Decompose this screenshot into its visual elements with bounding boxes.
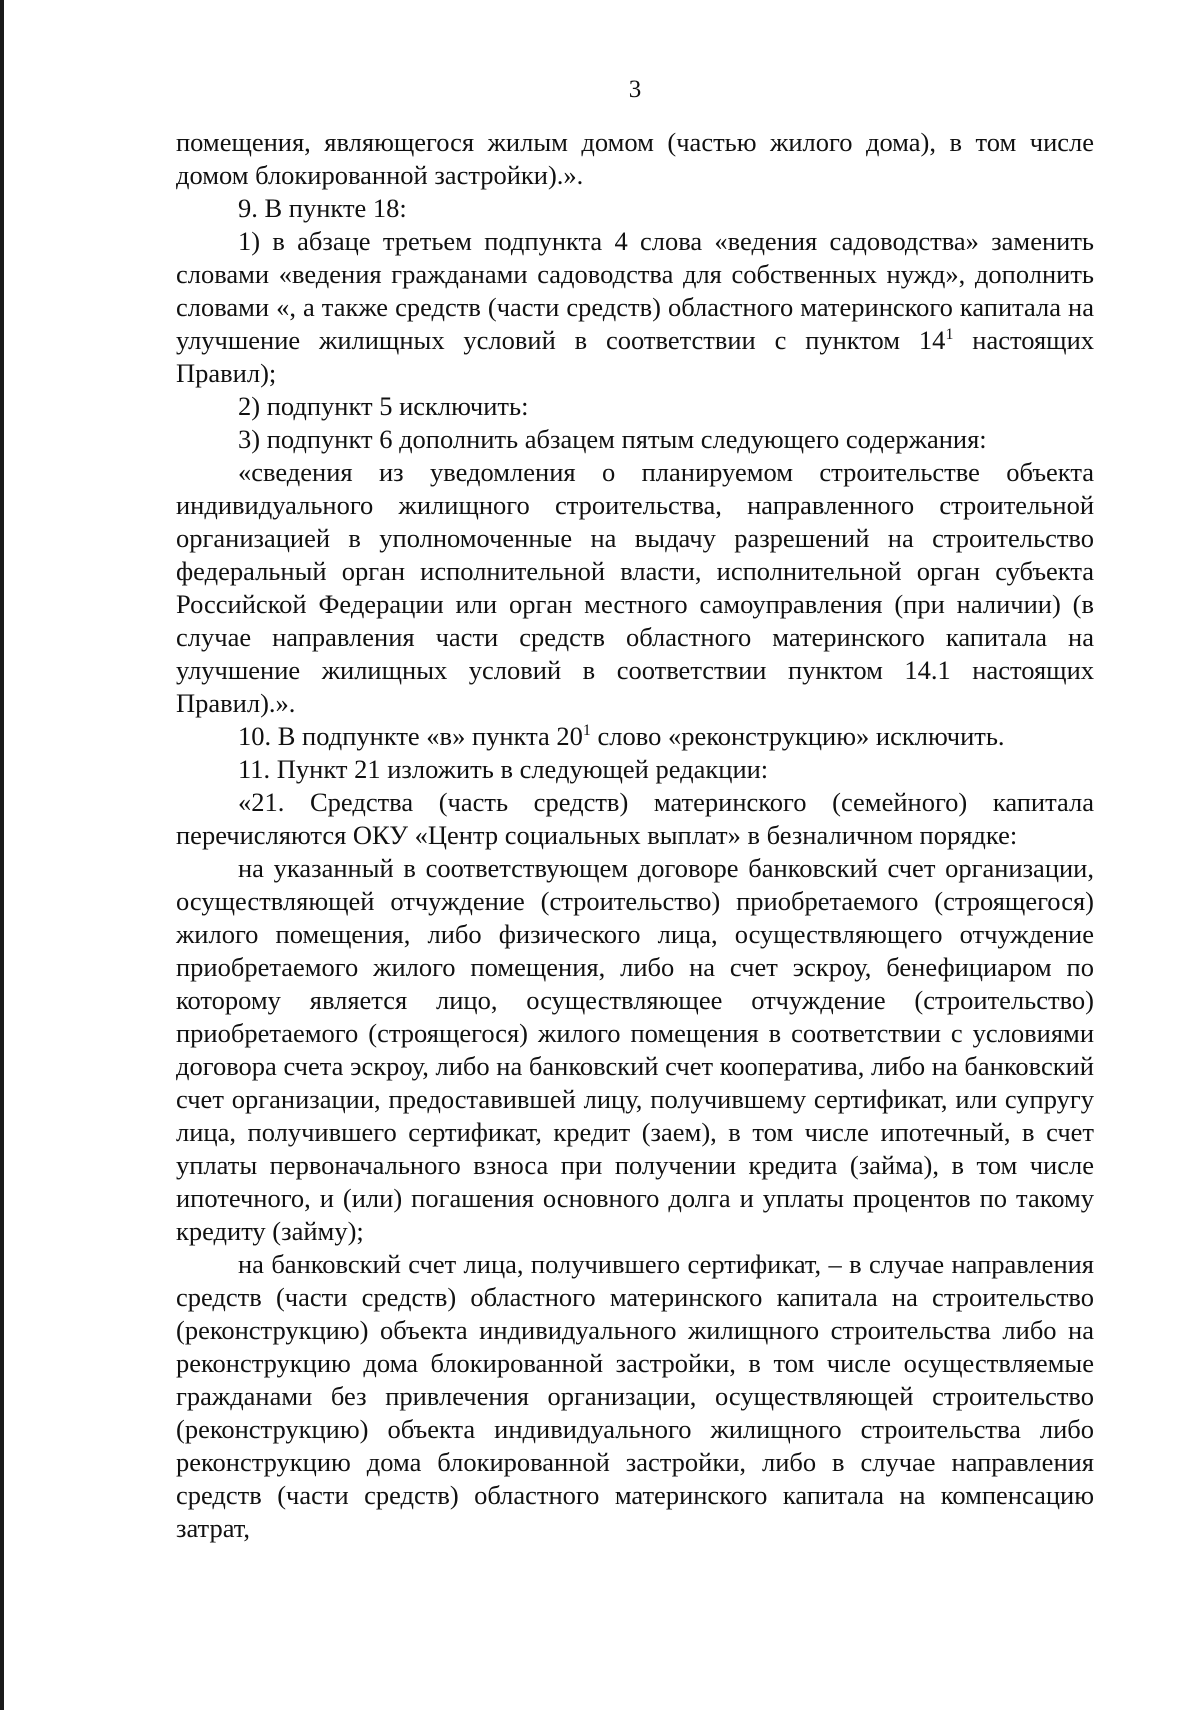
paragraph-bank-account: на указанный в соответствующем договоре банковский счет организации, осуществляющей отчуждение (строительство) приобретаемого (строящегося) жилого помещения, либо физического лица, осуществляющего отчуждение приобретаемого жилого помещения, либо на счет эскроу, бенефициаром по которому является лицо, осуществляющее отчуждение (строительство) приобретаемого (строящегося) жилого помещения в соответствии с условиями договора счета эскроу, либо на банковский счет кооператива, либо на банковский счет организации, предоставившей лицу, получившему сертификат, или супругу лица, получившего сертификат, кредит (заем), в том числе ипотечный, в счет уплаты первоначального взноса при получении кредита (займа), в том числе ипотечного, и (или) погашения основного долга и уплаты процентов по такому кредиту (займу); — [176, 853, 1094, 1246]
paragraph-quote: «сведения из уведомления о планируемом строительстве объекта индивидуального жилищного строительства, направленного строительной организацией в уполномоченные на выдачу разрешений на строительство федеральный орган исполнительной власти, исполнительной орган субъекта Российской Федерации или орган местного самоуправления (при наличии) (в случае направления части средств областного материнского капитала на улучшение жилищных условий в соответствии пунктом 14.1 настоящих Правил).». — [176, 457, 1094, 718]
page-number: 3 — [628, 76, 642, 103]
superscript: 1 — [945, 326, 954, 343]
paragraph-subitem-2: 2) подпункт 5 исключить: — [238, 391, 529, 421]
paragraph-subitem-3: 3) подпункт 6 дополнить абзацем пятым следующего содержания: — [238, 424, 987, 454]
paragraph-text: 10. В подпункте «в» пункта 20 — [238, 721, 583, 751]
paragraph-text: 1) в абзаце третьем подпункта 4 слова «ведения садоводства» заменить словами «ведения гражданами садоводства для собственных нужд», дополнить словами «, а также средств (части средств) областного материнского капитала на улучшение жилищных условий в соответствии с пунктом 14 — [176, 226, 1094, 355]
document-body — [176, 126, 1094, 1545]
paragraph-clause-21: «21. Средства (часть средств) материнского (семейного) капитала перечисляются ОКУ «Центр социальных выплат» в безналичном порядке: — [176, 787, 1094, 850]
scan-left-edge — [0, 0, 4, 1710]
paragraph-certificate-holder: на банковский счет лица, получившего сертификат, – в случае направления средств (части средств) областного материнского капитала на строительство (реконструкцию) объекта индивидуального жилищного строительства либо на реконструкцию дома блокированной застройки, в том числе осуществляемые гражданами без привлечения организации, осуществляющей строительство (реконструкцию) объекта индивидуального жилищного строительства либо реконструкцию дома блокированной застройки, либо в случае направления средств (части средств) областного материнского капитала на компенсацию затрат, — [176, 1249, 1094, 1543]
paragraph-item-11: 11. Пункт 21 изложить в следующей редакции: — [238, 754, 769, 784]
paragraph-item-9: 9. В пункте 18: — [238, 193, 407, 223]
paragraph-text: слово «реконструкцию» исключить. — [590, 721, 1005, 751]
paragraph-continuation: помещения, являющегося жилым домом (частью жилого дома), в том числе домом блокированной застройки).». — [176, 127, 1094, 190]
paragraph-subitem-1 — [176, 225, 1094, 390]
paragraph-item-10 — [176, 720, 1094, 753]
superscript: 1 — [582, 722, 591, 739]
paragraph-text: настоящих Правил); — [176, 325, 1094, 388]
